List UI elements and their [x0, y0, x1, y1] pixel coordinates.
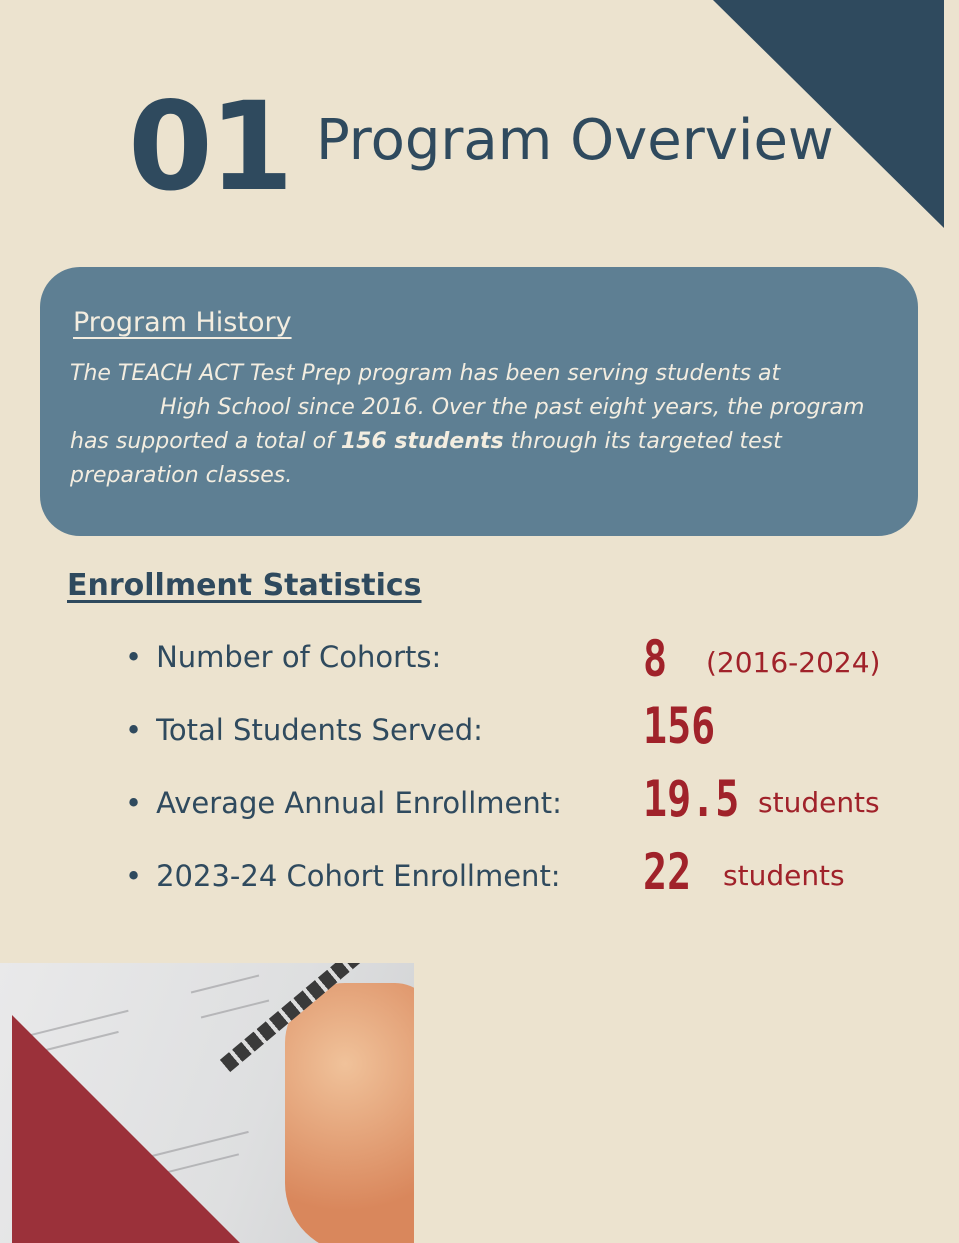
- hand-image: [285, 983, 414, 1243]
- stat-label: • 2023-24 Cohort Enrollment:: [125, 859, 561, 893]
- history-text-part: The TEACH ACT Test Prep program has been serving students at: [70, 361, 781, 386]
- history-text-part: through its targeted test preparation classes.: [70, 429, 782, 488]
- stat-row: [125, 697, 925, 757]
- section-number: 01: [128, 76, 290, 218]
- stat-row: [125, 770, 925, 830]
- history-highlight: 156 students: [340, 429, 504, 454]
- stat-row: [125, 843, 925, 903]
- stat-unit: students: [758, 786, 880, 819]
- stat-row: [125, 630, 925, 690]
- page-title: Program Overview: [316, 108, 834, 173]
- stat-unit: (2016-2024): [706, 646, 881, 679]
- stat-value: 156: [643, 697, 716, 755]
- enrollment-statistics-heading: Enrollment Statistics: [67, 568, 422, 603]
- stat-label: • Average Annual Enrollment:: [125, 786, 562, 820]
- stat-label: • Total Students Served:: [125, 713, 483, 747]
- stat-value: 22: [643, 843, 692, 901]
- stat-unit: students: [723, 859, 845, 892]
- history-text-part: High School since 2016. Over the past eight years, the program has supported a total of: [70, 395, 865, 454]
- program-history-heading: Program History: [73, 307, 292, 338]
- stat-value: 8: [643, 630, 668, 688]
- stat-value: 19.5: [643, 770, 740, 828]
- stat-label: • Number of Cohorts:: [125, 640, 441, 674]
- program-history-text: [70, 357, 870, 493]
- program-history-card: [40, 267, 918, 536]
